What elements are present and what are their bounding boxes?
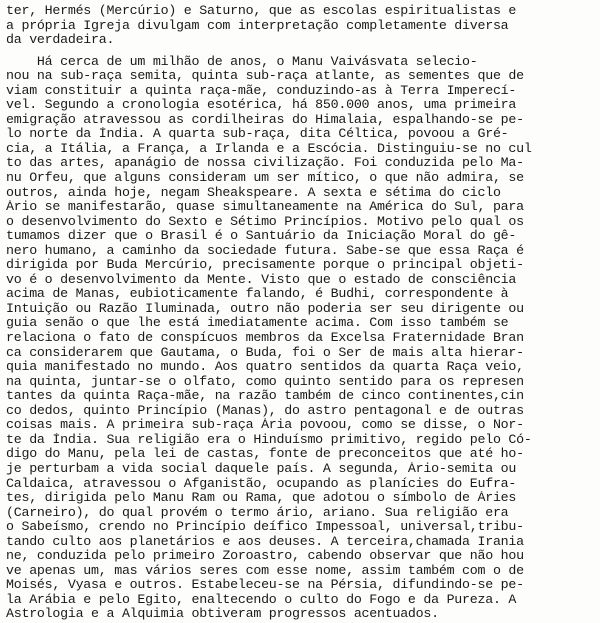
text-line: ter, Hermés (Mercúrio) e Saturno, que as escolas espiritualistas e: [6, 4, 517, 18]
text-line: Há cerca de um milhão de anos, o Manu Vaivásvata selecio-: [6, 54, 478, 69]
text-line: te da Índia. Sua religião era o Hinduísmo primitivo, regido pelo Có-: [6, 432, 532, 447]
text-line: tes, dirigida pelo Manu Ram ou Rama, que adotou o símbolo de Áries: [6, 491, 517, 506]
text-line: nu Orfeu, que alguns consideram um ser mítico, o que não admira, se: [6, 171, 524, 186]
text-line: tantes da quinta Raça-mãe, na razão também de cinco continentes,cin: [6, 389, 524, 404]
text-line: viam constituir a quinta raça-mãe, conduzindo-as à Terra Imperecí-: [6, 83, 517, 98]
paragraph-gap: [6, 48, 594, 55]
text-line: relaciona o fato de conspícuos membros da Excelsa Fraternidade Bran: [6, 331, 524, 346]
text-line: tando culto aos planetários e aos deuses. A terceira,chamada Irania: [6, 534, 524, 549]
text-line: je perturbam a vida social daquele país. A segunda, Ário-semita ou: [6, 461, 517, 476]
text-line: ca considerarem que Gautama, o Buda, foi o Ser de mais alta hierar-: [6, 345, 524, 360]
text-line: quia manifestado no mundo. Aos quatro sentidos da quarta Raça veio,: [6, 360, 524, 375]
text-line: o Sabeísmo, crendo no Princípio deífico Impessoal, universal,tribu-: [6, 520, 524, 535]
text-line: guia senão o que lhe está imediatamente acima. Com isso também se: [6, 316, 509, 331]
text-line: co dedos, quinto Princípio (Manas), do astro pentagonal e de outras: [6, 403, 524, 418]
text-line: la Arábia e pelo Egito, enaltecendo o culto do Fogo e da Pureza. A: [6, 592, 517, 607]
text-line: vel. Segundo a cronologia esotérica, há 850.000 anos, uma primeira: [6, 98, 517, 113]
text-line: acima de Manas, eubioticamente falando, é Budhi, correspondente à: [6, 287, 509, 302]
text-line: (Carneiro), do qual provém o termo ário, ariano. Sua religião era: [6, 505, 509, 520]
text-line: nou na sub-raça semita, quinta sub-raça atlante, as sementes que de: [6, 69, 524, 84]
body-text: [6, 4, 594, 622]
text-line: o desenvolvimento do Sexto e Sétimo Princípios. Motivo pelo qual os: [6, 214, 524, 229]
text-line: na quinta, juntar-se o olfato, como quinto sentido para os represen: [6, 374, 524, 389]
text-line: to das artes, apanágio de nossa civilização. Foi conduzida pelo Ma-: [6, 156, 524, 171]
text-line: dirigida por Buda Mercúrio, precisamente porque o principal objeti-: [6, 258, 524, 273]
text-line: Astrologia e a Alquimia obtiveram progressos acentuados.: [6, 607, 439, 622]
text-line: nero humano, a caminho da sociedade futura. Sabe-se que essa Raça é: [6, 243, 524, 258]
text-line: tumamos dizer que o Brasil é o Santuário da Iniciação Moral do gê-: [6, 229, 517, 244]
text-line: Moisés, Vyasa e outros. Estabeleceu-se na Pérsia, difundindo-se pe-: [6, 578, 524, 593]
text-line: ne, conduzida pelo primeiro Zoroastro, cabendo observar que não hou: [6, 549, 524, 564]
text-line: emigração atravessou as cordilheiras do Himalaia, espalhando-se pe-: [6, 112, 524, 127]
text-line: a própria Igreja divulgam com interpretação completamente diversa: [6, 18, 509, 33]
text-line: digo do Manu, pela lei de castas, fonte de preconceitos que até ho-: [6, 447, 524, 462]
text-line: lo norte da Índia. A quarta sub-raça, dita Céltica, povoou a Gré-: [6, 127, 509, 142]
text-line: outros, ainda hoje, negam Sheakspeare. A sexta e sétima do ciclo: [6, 185, 501, 200]
text-line: vo é o desenvolvimento da Mente. Visto que o estado de consciência: [6, 272, 517, 287]
text-line: Ário se manifestarão, quase simultaneamente na América do Sul, para: [6, 200, 524, 215]
text-line: cia, a Itália, a França, a Irlanda e a Escócia. Distinguiu-se no cul: [6, 141, 532, 156]
text-line: ve apenas um, mas vários seres com esse nome, assim também com o de: [6, 563, 524, 578]
text-line: Caldaica, atravessou o Afganistão, ocupando as planícies do Eufra-: [6, 476, 517, 491]
text-line: da verdadeira.: [6, 33, 115, 48]
text-line: Intuição ou Razão Iluminada, outro não poderia ser seu dirigente ou: [6, 301, 524, 316]
text-line: coisas mais. A primeira sub-raça Ária povoou, como se disse, o Nor-: [6, 418, 524, 433]
